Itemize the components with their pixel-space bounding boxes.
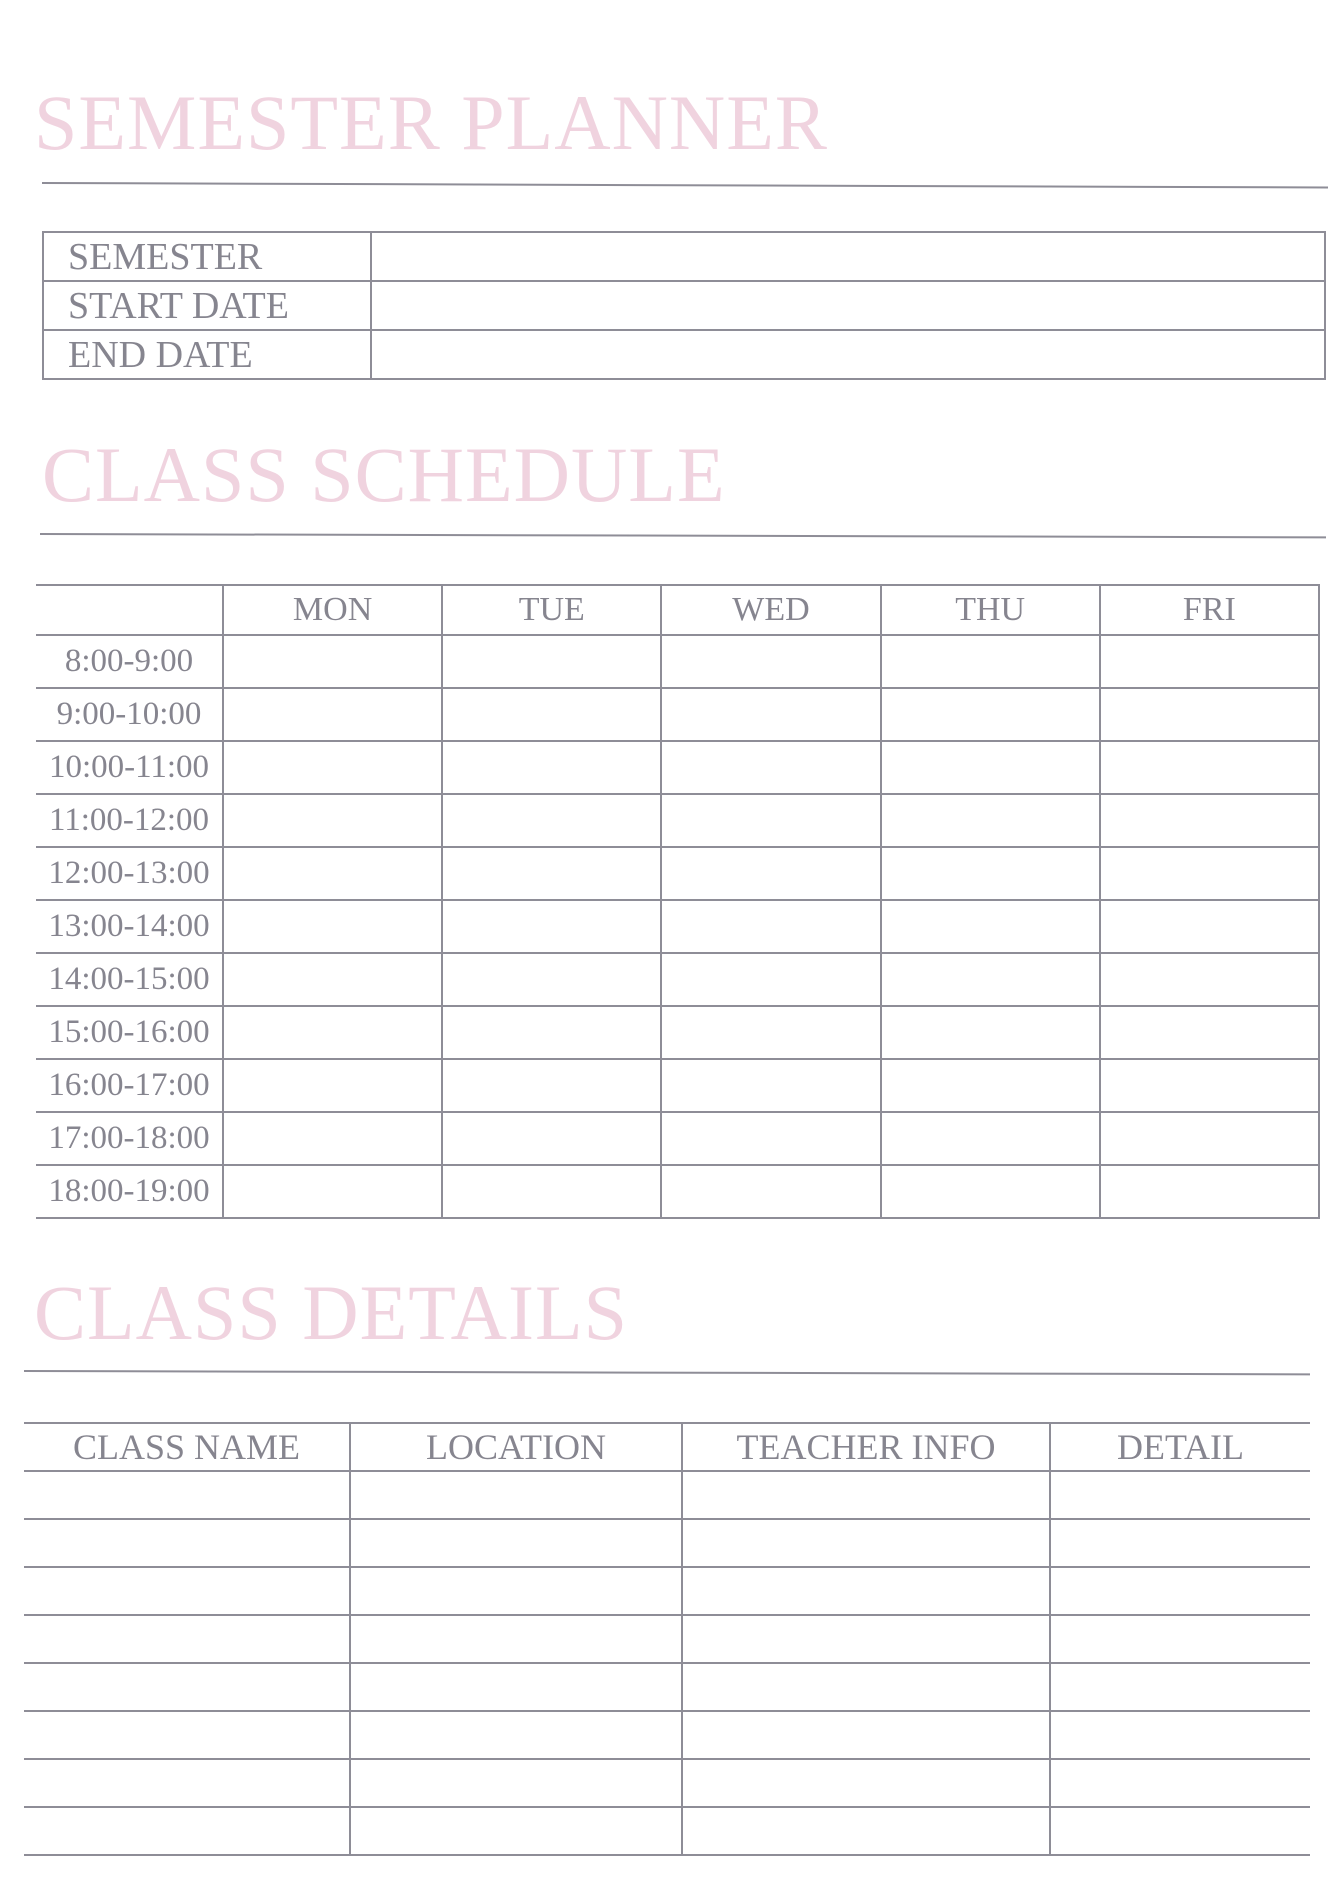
start-date-label: START DATE: [43, 281, 371, 330]
class-name-cell[interactable]: [24, 1807, 350, 1855]
semester-field[interactable]: [371, 232, 1325, 281]
time-slot-label: 18:00-19:00: [36, 1165, 223, 1218]
schedule-cell-mon[interactable]: [223, 794, 442, 847]
time-slot-label: 16:00-17:00: [36, 1059, 223, 1112]
schedule-cell-wed[interactable]: [661, 1059, 880, 1112]
schedule-row: [36, 1006, 1319, 1059]
schedule-row: [36, 900, 1319, 953]
class-name-cell[interactable]: [24, 1567, 350, 1615]
schedule-cell-tue[interactable]: [442, 741, 661, 794]
schedule-body: [36, 635, 1319, 1218]
schedule-cell-thu[interactable]: [881, 847, 1100, 900]
col-header-location: LOCATION: [350, 1423, 682, 1471]
detail-cell[interactable]: [1050, 1567, 1310, 1615]
schedule-cell-thu[interactable]: [881, 1112, 1100, 1165]
schedule-cell-wed[interactable]: [661, 1112, 880, 1165]
page-title: SEMESTER PLANNER: [34, 79, 828, 166]
class-name-cell[interactable]: [24, 1759, 350, 1807]
schedule-cell-tue[interactable]: [442, 635, 661, 688]
schedule-cell-fri[interactable]: [1100, 688, 1319, 741]
schedule-underline: [40, 533, 1326, 538]
details-row: [24, 1471, 1310, 1519]
day-header-thu: THU: [881, 585, 1100, 635]
schedule-cell-thu[interactable]: [881, 1006, 1100, 1059]
end-date-row: [43, 330, 1325, 379]
teacher-info-cell[interactable]: [682, 1615, 1050, 1663]
details-body: [24, 1471, 1310, 1855]
teacher-info-cell[interactable]: [682, 1663, 1050, 1711]
teacher-info-cell[interactable]: [682, 1519, 1050, 1567]
start-date-row: [43, 281, 1325, 330]
schedule-cell-wed[interactable]: [661, 688, 880, 741]
schedule-cell-fri[interactable]: [1100, 847, 1319, 900]
title-underline: [42, 182, 1328, 188]
schedule-cell-mon[interactable]: [223, 1006, 442, 1059]
detail-cell[interactable]: [1050, 1711, 1310, 1759]
time-slot-label: 9:00-10:00: [36, 688, 223, 741]
schedule-cell-fri[interactable]: [1100, 1006, 1319, 1059]
details-underline: [24, 1370, 1310, 1375]
schedule-title: CLASS SCHEDULE: [42, 431, 726, 518]
detail-cell[interactable]: [1050, 1759, 1310, 1807]
start-date-field[interactable]: [371, 281, 1325, 330]
detail-cell[interactable]: [1050, 1519, 1310, 1567]
schedule-row: [36, 688, 1319, 741]
schedule-cell-thu[interactable]: [881, 794, 1100, 847]
schedule-cell-thu[interactable]: [881, 900, 1100, 953]
schedule-row: [36, 953, 1319, 1006]
schedule-row: [36, 1165, 1319, 1218]
semester-row: [43, 232, 1325, 281]
schedule-cell-fri[interactable]: [1100, 635, 1319, 688]
location-cell[interactable]: [350, 1711, 682, 1759]
schedule-cell-mon[interactable]: [223, 1059, 442, 1112]
schedule-cell-fri[interactable]: [1100, 1059, 1319, 1112]
col-header-detail: DETAIL: [1050, 1423, 1310, 1471]
teacher-info-cell[interactable]: [682, 1807, 1050, 1855]
schedule-cell-mon[interactable]: [223, 1165, 442, 1218]
detail-cell[interactable]: [1050, 1807, 1310, 1855]
schedule-cell-fri[interactable]: [1100, 1112, 1319, 1165]
details-row: [24, 1567, 1310, 1615]
schedule-cell-mon[interactable]: [223, 953, 442, 1006]
teacher-info-cell[interactable]: [682, 1711, 1050, 1759]
class-name-cell[interactable]: [24, 1711, 350, 1759]
schedule-row: [36, 794, 1319, 847]
schedule-cell-wed[interactable]: [661, 741, 880, 794]
end-date-field[interactable]: [371, 330, 1325, 379]
schedule-cell-wed[interactable]: [661, 794, 880, 847]
schedule-cell-mon[interactable]: [223, 847, 442, 900]
schedule-cell-wed[interactable]: [661, 953, 880, 1006]
schedule-cell-wed[interactable]: [661, 1006, 880, 1059]
schedule-cell-thu[interactable]: [881, 1165, 1100, 1218]
schedule-cell-fri[interactable]: [1100, 794, 1319, 847]
location-cell[interactable]: [350, 1807, 682, 1855]
semester-info-table: [42, 231, 1326, 380]
details-row: [24, 1807, 1310, 1855]
location-cell[interactable]: [350, 1663, 682, 1711]
day-header-mon: MON: [223, 585, 442, 635]
detail-cell[interactable]: [1050, 1663, 1310, 1711]
schedule-cell-wed[interactable]: [661, 900, 880, 953]
schedule-cell-tue[interactable]: [442, 1059, 661, 1112]
schedule-cell-tue[interactable]: [442, 900, 661, 953]
class-name-cell[interactable]: [24, 1519, 350, 1567]
time-slot-label: 14:00-15:00: [36, 953, 223, 1006]
semester-label: SEMESTER: [43, 232, 371, 281]
day-header-fri: FRI: [1100, 585, 1319, 635]
location-cell[interactable]: [350, 1567, 682, 1615]
time-slot-label: 13:00-14:00: [36, 900, 223, 953]
class-name-cell[interactable]: [24, 1471, 350, 1519]
details-header-row: [24, 1423, 1310, 1471]
schedule-cell-tue[interactable]: [442, 847, 661, 900]
schedule-cell-thu[interactable]: [881, 688, 1100, 741]
time-slot-label: 11:00-12:00: [36, 794, 223, 847]
schedule-cell-mon[interactable]: [223, 900, 442, 953]
schedule-cell-wed[interactable]: [661, 1165, 880, 1218]
detail-cell[interactable]: [1050, 1615, 1310, 1663]
schedule-cell-tue[interactable]: [442, 794, 661, 847]
class-details-table: [24, 1422, 1310, 1856]
schedule-cell-mon[interactable]: [223, 635, 442, 688]
class-name-cell[interactable]: [24, 1663, 350, 1711]
schedule-cell-mon[interactable]: [223, 688, 442, 741]
schedule-cell-thu[interactable]: [881, 741, 1100, 794]
schedule-cell-tue[interactable]: [442, 953, 661, 1006]
schedule-row: [36, 1059, 1319, 1112]
time-slot-label: 15:00-16:00: [36, 1006, 223, 1059]
teacher-info-cell[interactable]: [682, 1471, 1050, 1519]
schedule-cell-mon[interactable]: [223, 1112, 442, 1165]
details-row: [24, 1711, 1310, 1759]
schedule-cell-tue[interactable]: [442, 1112, 661, 1165]
details-row: [24, 1759, 1310, 1807]
schedule-cell-thu[interactable]: [881, 635, 1100, 688]
schedule-cell-fri[interactable]: [1100, 900, 1319, 953]
schedule-row: [36, 1112, 1319, 1165]
location-cell[interactable]: [350, 1471, 682, 1519]
schedule-cell-tue[interactable]: [442, 1165, 661, 1218]
teacher-info-cell[interactable]: [682, 1567, 1050, 1615]
class-schedule-table: [36, 584, 1320, 1219]
schedule-cell-wed[interactable]: [661, 635, 880, 688]
schedule-cell-fri[interactable]: [1100, 953, 1319, 1006]
time-slot-label: 12:00-13:00: [36, 847, 223, 900]
class-name-cell[interactable]: [24, 1615, 350, 1663]
location-cell[interactable]: [350, 1519, 682, 1567]
schedule-cell-wed[interactable]: [661, 847, 880, 900]
end-date-label: END DATE: [43, 330, 371, 379]
schedule-cell-tue[interactable]: [442, 1006, 661, 1059]
details-row: [24, 1519, 1310, 1567]
schedule-cell-fri[interactable]: [1100, 1165, 1319, 1218]
time-slot-label: 8:00-9:00: [36, 635, 223, 688]
schedule-row: [36, 635, 1319, 688]
col-header-class-name: CLASS NAME: [24, 1423, 350, 1471]
location-cell[interactable]: [350, 1759, 682, 1807]
detail-cell[interactable]: [1050, 1471, 1310, 1519]
time-slot-label: 10:00-11:00: [36, 741, 223, 794]
day-header-tue: TUE: [442, 585, 661, 635]
time-slot-label: 17:00-18:00: [36, 1112, 223, 1165]
location-cell[interactable]: [350, 1615, 682, 1663]
details-row: [24, 1663, 1310, 1711]
schedule-cell-tue[interactable]: [442, 688, 661, 741]
schedule-row: [36, 741, 1319, 794]
schedule-row: [36, 847, 1319, 900]
teacher-info-cell[interactable]: [682, 1759, 1050, 1807]
schedule-cell-thu[interactable]: [881, 953, 1100, 1006]
details-row: [24, 1615, 1310, 1663]
schedule-corner-cell: [36, 585, 223, 635]
schedule-cell-thu[interactable]: [881, 1059, 1100, 1112]
schedule-cell-mon[interactable]: [223, 741, 442, 794]
day-header-wed: WED: [661, 585, 880, 635]
details-title: CLASS DETAILS: [34, 1269, 628, 1356]
schedule-header-row: [36, 585, 1319, 635]
schedule-cell-fri[interactable]: [1100, 741, 1319, 794]
col-header-teacher-info: TEACHER INFO: [682, 1423, 1050, 1471]
